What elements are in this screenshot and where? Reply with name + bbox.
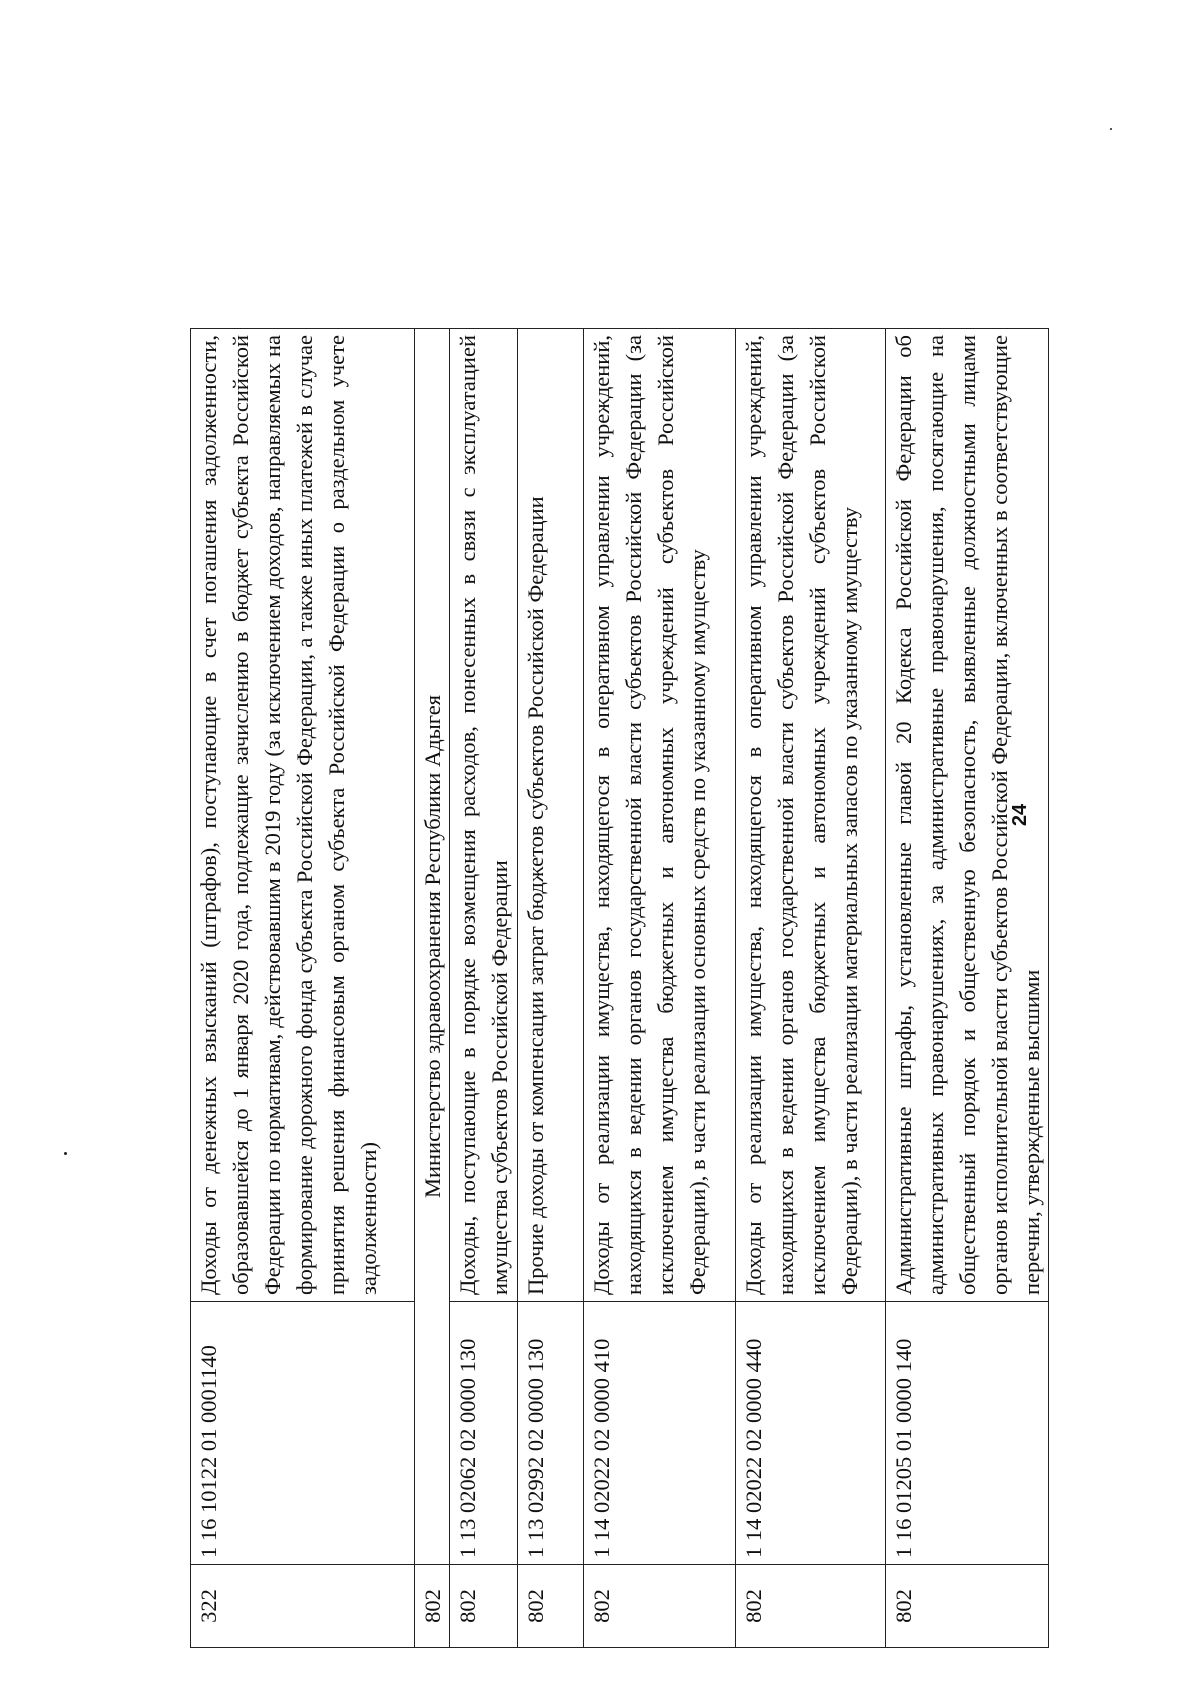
table-row: [736, 329, 886, 1648]
admin-code-cell: 802: [415, 1565, 450, 1648]
description-cell: [584, 329, 736, 1302]
description-cell: [736, 329, 886, 1302]
kbk-code-cell: 1 14 02022 02 0000 440: [736, 1302, 886, 1565]
section-title: Министерство здравоохранения Республики Адыгея: [415, 329, 450, 1565]
table-row: [415, 329, 450, 1648]
kbk-code-cell: 1 14 02022 02 0000 410: [584, 1302, 736, 1565]
admin-code-cell: 802: [518, 1565, 584, 1648]
revenue-codes-table: [190, 328, 1049, 1648]
description-text: Доходы от реализации имущества, находящегося в оперативном управлении учреждений, находящихся в ведении органов государственной власти субъектов Российской Федерации (за исключением имущества бюджетных и автономных учреждений субъектов Российской Федерации), в части реализации основных средств по указанному имуществу: [589, 335, 710, 1295]
table-row: [450, 329, 518, 1648]
kbk-code-cell: 1 13 02062 02 0000 130: [450, 1302, 518, 1565]
scan-speck: [64, 1152, 67, 1155]
description-cell: [518, 329, 584, 1302]
table-row: [191, 329, 415, 1648]
admin-code-cell: 802: [584, 1565, 736, 1648]
description-text: Доходы, поступающие в порядке возмещения расходов, понесенных в связи с эксплуатацией имущества субъектов Российской Федерации: [455, 335, 512, 1295]
kbk-code-cell: 1 16 01205 01 0000 140: [886, 1302, 1049, 1565]
admin-code-cell: 802: [450, 1565, 518, 1648]
kbk-code-cell: 1 16 10122 01 0001140: [191, 1302, 415, 1565]
page-number: 24: [1009, 803, 1031, 827]
description-cell: [450, 329, 518, 1302]
description-text: Доходы от реализации имущества, находящегося в оперативном управлении учреждений, находящихся в ведении органов государственной власти субъектов Российской Федерации (за исключением имущества бюджетных и автономных учреждений субъектов Российской Федерации), в части реализации материальных запасов по указанному имуществу: [741, 335, 862, 1295]
admin-code-cell: 802: [886, 1565, 1049, 1648]
scan-speck: [1110, 128, 1112, 130]
description-cell: [191, 329, 415, 1302]
description-text: Административные штрафы, установленные главой 20 Кодекса Российской Федерации об административных правонарушениях, за административные правонарушения, посягающие на общественный порядок и общественную безопасность, выявленные должностными лицами органов исполнительной власти субъектов Российской Федерации, включенных в соответствующие перечни, утвержденные высшими: [891, 335, 1044, 1295]
table-row: [518, 329, 584, 1648]
table-row: [584, 329, 736, 1648]
admin-code-cell: 802: [736, 1565, 886, 1648]
description-text: Прочие доходы от компенсации затрат бюджетов субъектов Российской Федерации: [523, 496, 548, 1295]
description-text: Доходы от денежных взысканий (штрафов), поступающие в счет погашения задолженности, образовавшейся до 1 января 2020 года, подлежащие зачислению в бюджет субъекта Российской Федерации по нормативам, действовавшим в 2019 году (за исключением доходов, направляемых на формирование дорожного фонда субъекта Российской Федерации, а также иных платежей в случае принятия решения финансовым органом субъекта Российской Федерации о раздельном учете задолженности): [196, 335, 381, 1295]
kbk-code-cell: 1 13 02992 02 0000 130: [518, 1302, 584, 1565]
table-row: [886, 329, 1049, 1648]
admin-code-cell: 322: [191, 1565, 415, 1648]
